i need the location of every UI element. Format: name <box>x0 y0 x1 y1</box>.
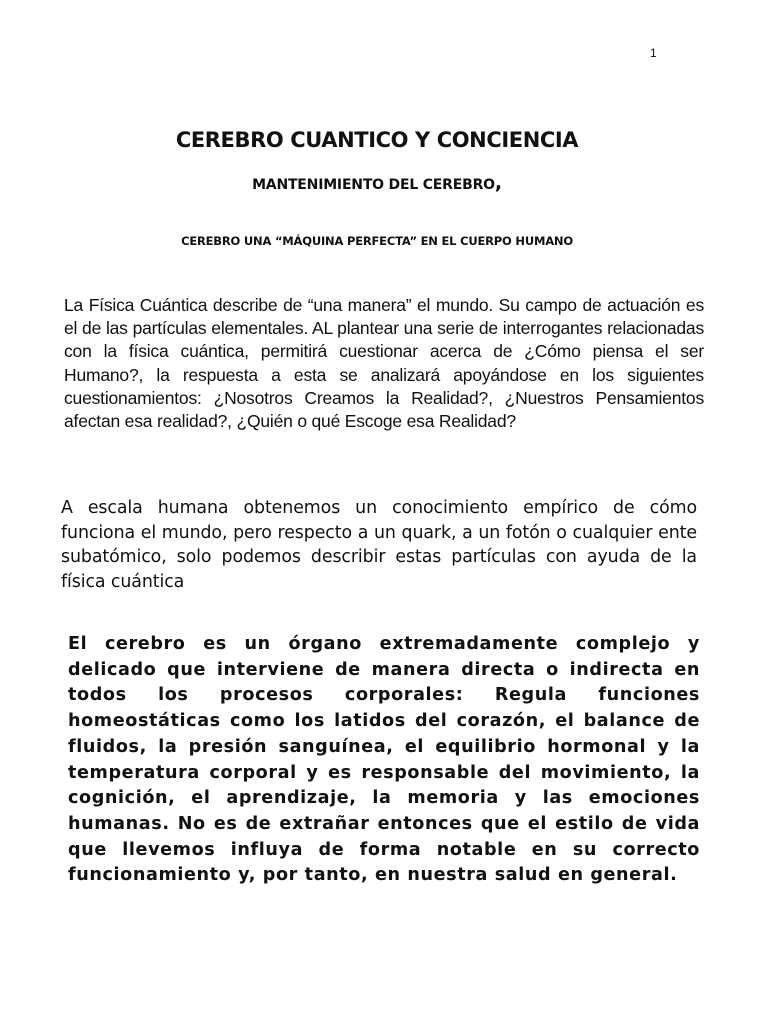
page-number: 1 <box>650 46 657 60</box>
paragraph-brain-organ: El cerebro es un órgano extremadamente complejo y delicado que interviene de manera directa o indirecta en todos los procesos corporales: Regula funciones homeostáticas como los latidos del corazón, el balance de fluidos, la presión sanguínea, el equilibrio hormonal y la temperatura corporal y es responsable del movimiento, la cognición, el aprendizaje, la memoria y las emociones humanas. No es de extrañar entonces que el estilo de vida que llevemos influya de forma notable en su correcto funcionamiento y, por tanto, en nuestra salud en general. <box>68 634 700 886</box>
document-subtitle <box>0 172 754 194</box>
paragraph-quantum-physics: La Física Cuántica describe de “una manera” el mundo. Su campo de actuación es el de las partículas elementales. AL plantear una serie de interrogantes relacionadas con la física cuántica, permitirá cuestionar acerca de ¿Cómo piensa el ser Humano?, la respuesta a esta se analizará apoyándose en los siguientes cuestionamientos: ¿Nosotros Creamos la Realidad?, ¿Nuestros Pensamientos afectan esa realidad?, ¿Quién o qué Escoge esa Realidad? <box>64 295 704 432</box>
subtitle-text: MANTENIMIENTO DEL CEREBRO <box>252 177 495 193</box>
section-heading: CEREBRO UNA “MÁQUINA PERFECTA” EN EL CUERPO HUMANO <box>181 234 573 248</box>
subtitle-punctuation: , <box>494 172 502 194</box>
document-title: CEREBRO CUANTICO Y CONCIENCIA <box>175 128 579 152</box>
paragraph-human-scale: A escala humana obtenemos un conocimiento empírico de cómo funciona el mundo, pero respecto a un quark, a un fotón o cualquier ente subatómico, solo podemos describir estas partículas con ayuda de la física cuántica <box>61 498 697 592</box>
